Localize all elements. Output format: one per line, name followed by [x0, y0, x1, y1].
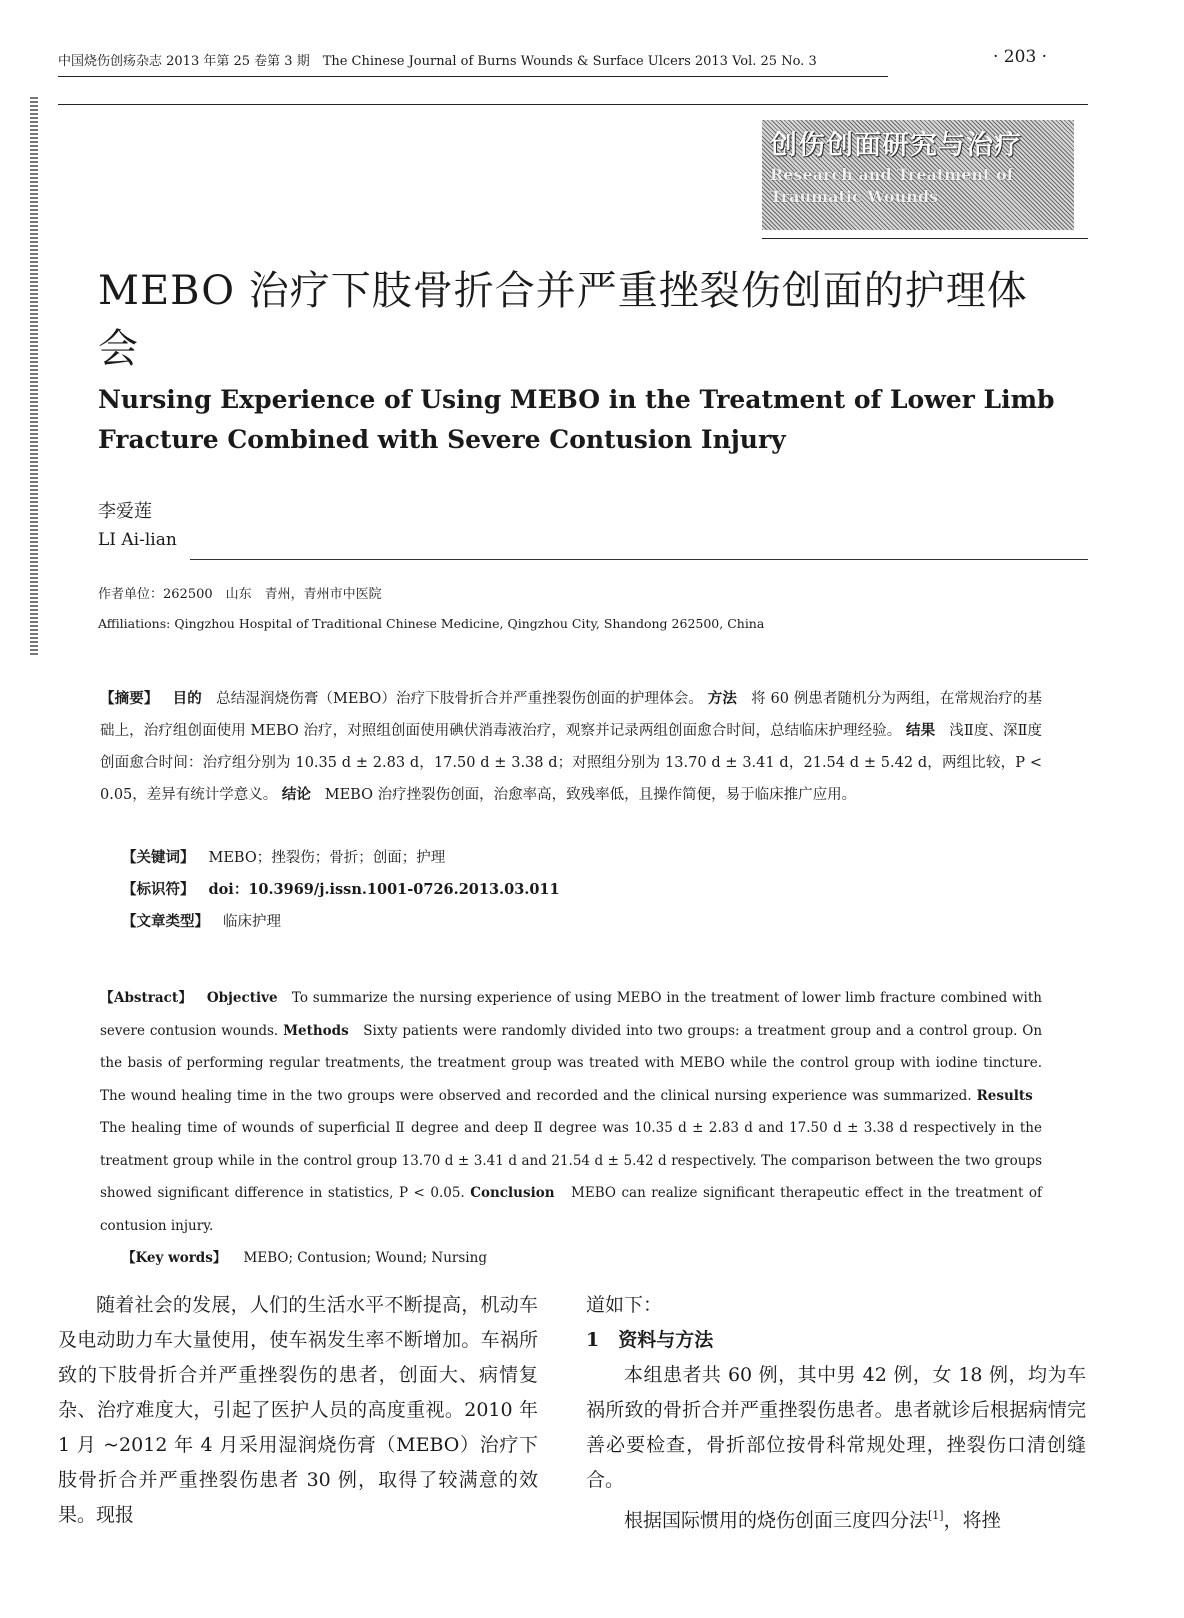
abstract-cn-results-label: 结果 — [906, 722, 936, 739]
section-1-heading: 1 资料与方法 — [586, 1329, 714, 1351]
keywords-cn-tag: 【关键词】 — [122, 849, 195, 866]
article-type — [122, 910, 281, 931]
title-english: Nursing Experience of Using MEBO in the Treatment of Lower Limb Fracture Combined with Severe Contusion Injury — [98, 385, 1055, 454]
abstract-en-results: The healing time of wounds of superficial Ⅱ degree and deep Ⅱ degree was 10.35 d ± 2.83 d and 17.50 d ± 3.38 d respectively in the treatment group while in the control group 13.70 d ± 3.41 d and 21.54 d ± 5.42 d respectively. The comparison between the two groups showed significant difference in statistics, P < 0.05. — [100, 1120, 1042, 1201]
author-chinese: 李爱莲 — [98, 501, 152, 522]
banner-rule — [762, 238, 1088, 239]
body-continuation: 道如下： — [586, 1294, 663, 1316]
top-rule — [58, 104, 1088, 105]
left-edge-scan-strip — [30, 95, 38, 655]
keywords-cn — [122, 846, 445, 867]
abstract-cn-methods: 将 60 例患者随机分为两组，在常规治疗的基础上，治疗组创面使用 MEBO 治疗，对照组创面使用碘伏消毒液治疗，观察并记录两组创面愈合时间，总结临床护理经验。 — [100, 691, 1043, 739]
identifier — [122, 878, 560, 899]
body-right-column — [586, 1288, 1086, 1538]
section-banner-en: Research and Treatment of Traumatic Wounds — [770, 165, 1014, 206]
section-banner — [762, 120, 1074, 230]
abstract-en-objective-label: Objective — [206, 990, 278, 1006]
article-type-tag: 【文章类型】 — [122, 913, 209, 930]
abstract-english — [100, 982, 1042, 1275]
body-paragraph-intro: 随着社会的发展，人们的生活水平不断提高，机动车及电动助力车大量使用，使车祸发生率不断增加。车祸所致的下肢骨折合并严重挫裂伤的患者，创面大、病情复杂、治疗难度大，引起了医护人员的高度重视。2010 年 1 月 ~2012 年 4 月采用湿润烧伤膏（MEBO）治疗下肢骨折合并严重挫裂伤患者 30 例，取得了较满意的效果。现报 — [58, 1294, 538, 1526]
affiliation-chinese: 作者单位：262500 山东 青州，青州市中医院 — [98, 587, 382, 602]
abstract-en-conclusion-label: Conclusion — [470, 1185, 555, 1201]
body-paragraph-2 — [586, 1498, 1086, 1538]
abstract-cn-methods-label: 方法 — [707, 690, 737, 707]
abstract-cn-results: 浅Ⅱ度、深Ⅱ度创面愈合时间：治疗组分别为 10.35 d ± 2.83 d，17.50 d ± 3.38 d；对照组分别为 13.70 d ± 3.41 d，21.54 d ± 5.42 d，两组比较，P < 0.05，差异有统计学意义。 — [100, 723, 1043, 803]
abstract-en-results-label: Results — [976, 1087, 1033, 1104]
author-english: LI Ai-lian — [98, 530, 177, 550]
abstract-cn-objective-label: 目的 — [172, 690, 202, 707]
body-paragraph-2-tail: ，将挫 — [943, 1509, 1001, 1532]
running-header: 中国烧伤创疡杂志 2013 年第 25 卷第 3 期 The Chinese Journal of Burns Wounds & Surface Ulcers 2013 Vol. 25 No. 3 — [58, 54, 817, 69]
citation-1: [1] — [928, 1509, 944, 1522]
abstract-en-conclusion: MEBO can realize significant therapeutic effect in the treatment of contusion injury. — [100, 1185, 1042, 1234]
abstract-en-tag: 【Abstract】 — [100, 990, 193, 1006]
abstract-cn-objective: 总结湿润烧伤膏（MEBO）治疗下肢骨折合并严重挫裂伤创面的护理体会。 — [216, 691, 703, 707]
abstract-en-methods-label: Methods — [283, 1022, 349, 1039]
keywords-en-tag: 【Key words】 — [122, 1250, 227, 1266]
abstract-en-methods: Sixty patients were randomly divided into two groups: a treatment group and a control group. On the basis of performing regular treatments, the treatment group was treated with MEBO while the control group with iodine tincture. The wound healing time in the two groups were observed and recorded and the clinical nursing experience was summarized. — [100, 1022, 1043, 1104]
body-paragraph-1: 本组患者共 60 例，其中男 42 例，女 18 例，均为车祸所致的骨折合并严重挫裂伤患者。患者就诊后根据病情完善必要检查，骨折部位按骨科常规处理，挫裂伤口清创缝合。 — [586, 1364, 1086, 1491]
doi: doi：10.3969/j.issn.1001-0726.2013.03.011 — [208, 881, 560, 898]
title-chinese: MEBO 治疗下肢骨折合并严重挫裂伤创面的护理体会 — [98, 268, 1028, 372]
abstract-en-objective: To summarize the nursing experience of using MEBO in the treatment of lower limb fracture combined with severe contusion wounds. — [100, 990, 1042, 1039]
abstract-cn-conclusion: MEBO 治疗挫裂伤创面，治愈率高，致残率低，且操作简便，易于临床推广应用。 — [324, 787, 857, 803]
body-left-column — [58, 1288, 538, 1533]
header-rule — [58, 76, 888, 77]
body-paragraph-2-text: 根据国际惯用的烧伤创面三度四分法 — [624, 1509, 929, 1532]
abstract-cn-conclusion-label: 结论 — [281, 786, 311, 803]
identifier-tag: 【标识符】 — [122, 881, 195, 898]
affiliation-english: Affiliations: Qingzhou Hospital of Traditional Chinese Medicine, Qingzhou City, Shandong 262500, China — [98, 616, 765, 631]
abstract-cn-tag: 【摘要】 — [100, 690, 159, 707]
section-banner-cn: 创伤创面研究与治疗 — [770, 130, 1022, 161]
author-rule — [190, 559, 1088, 560]
article-type-value: 临床护理 — [223, 914, 281, 930]
keywords-en-value: MEBO; Contusion; Wound; Nursing — [243, 1250, 487, 1266]
page-number: · 203 · — [993, 47, 1048, 67]
keywords-cn-value: MEBO；挫裂伤；骨折；创面；护理 — [208, 850, 446, 866]
abstract-chinese — [100, 683, 1042, 811]
